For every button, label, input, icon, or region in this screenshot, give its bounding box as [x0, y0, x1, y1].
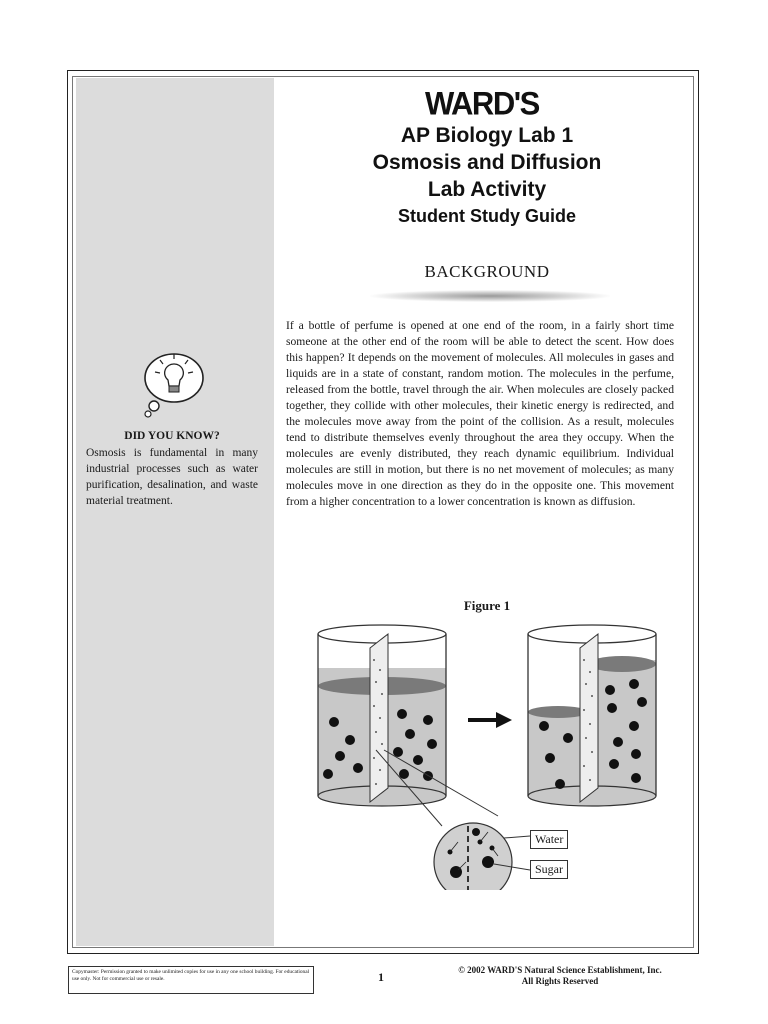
left-beaker [318, 625, 446, 806]
right-beaker [528, 625, 656, 806]
rights-line-2: All Rights Reserved [521, 976, 599, 986]
arrow-right-icon [468, 712, 512, 728]
lightbulb-thought-icon [142, 350, 208, 420]
rights-block [430, 965, 690, 987]
legend-sugar: Sugar [530, 860, 568, 879]
page-number: 1 [378, 970, 384, 984]
wards-logo: WARD'S [425, 85, 539, 122]
did-you-know-heading: DID YOU KNOW? [124, 430, 220, 442]
osmosis-figure [300, 620, 690, 890]
membrane-closeup [434, 823, 530, 890]
title-line-1: AP Biology Lab 1 [400, 124, 574, 147]
title-line-3: Lab Activity [427, 178, 547, 201]
sidebar [76, 78, 274, 946]
legend-water: Water [530, 830, 568, 849]
subtitle: Student Study Guide [398, 206, 576, 226]
did-you-know-body: Osmosis is fundamental in many industrial processes such as water purification, desalination, and waste material treatment. [86, 447, 258, 507]
rights-line-1: © 2002 WARD'S Natural Science Establishment, Inc. [458, 965, 662, 975]
section-heading: BACKGROUND [424, 262, 550, 281]
heading-rule [370, 290, 610, 302]
copymaster-note: Copymaster: Permission granted to make unlimited copies for use in any one school building. For educational use only. Not for commercial use or resale. [68, 966, 314, 994]
background-paragraph: If a bottle of perfume is opened at one end of the room, in a fairly short time someone at the other end of the room will be able to detect the scent. How does this happen? It depends on the movement of molecules. All molecules in gases and liquids are in a state of constant, random motion. The molecules in the perfume, released from the bottle, travel through the air. When molecules are closely packed together, they collide with other molecules, their kinetic energy is redirected, and the molecules move away from the point of the collision. As a result, molecules tend to distribute themselves evenly throughout the area they occupy. When the molecules are evenly distributed, they reach dynamic equilibrium. Individual molecules are still in motion, but there is no net movement of molecules; as many molecules move in one direction as they do in the opposite one. This movement from a higher concentration to a lower concentration is known as diffusion. [286, 319, 674, 508]
title-line-2: Osmosis and Diffusion [372, 151, 602, 174]
figure-label: Figure 1 [463, 598, 511, 613]
